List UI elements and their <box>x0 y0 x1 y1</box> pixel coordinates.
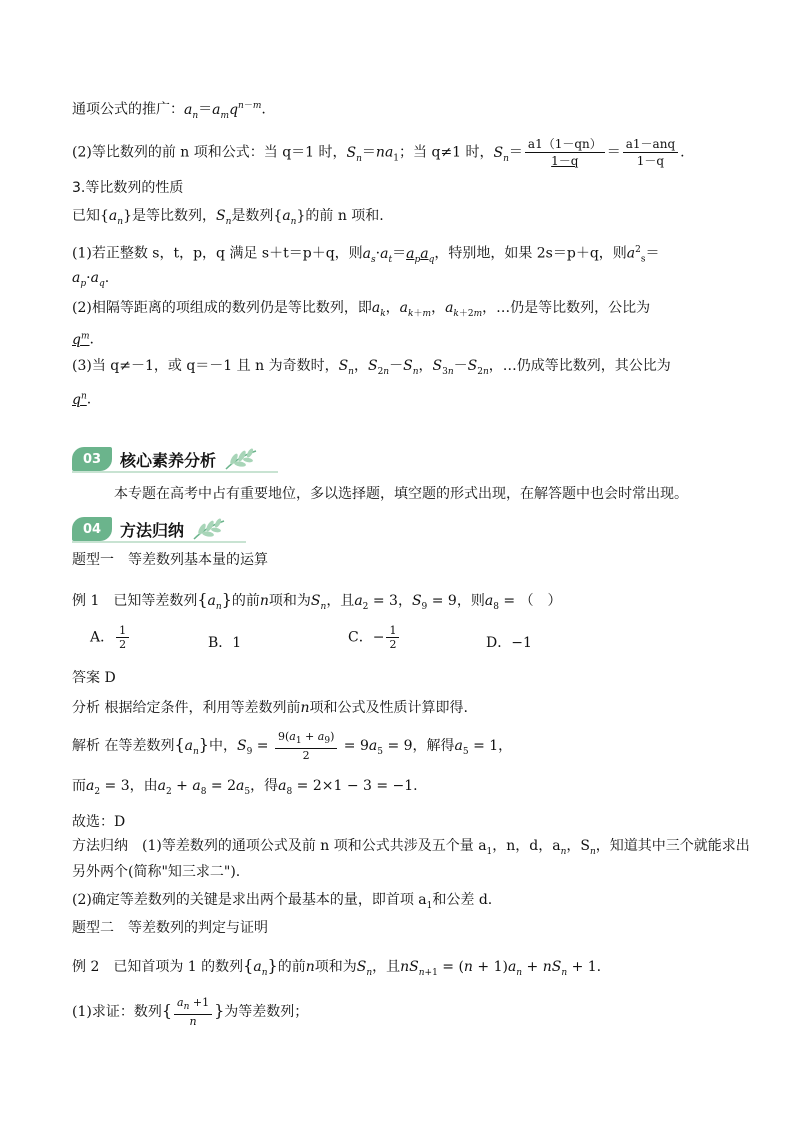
property-2: (2)相隔等距离的项组成的数列仍是等比数列，即$a_k$，$a_{k+m}$，$a_{k+2m}$，…仍是等比数列，公比为 <box>72 300 651 319</box>
example-2-q1: (1)求证：数列{ $\frac{a_n +1}{n}$ }为等差数列； <box>72 996 309 1029</box>
section-badge: 04 <box>72 517 112 541</box>
example-1: 例 1 已知等差数列$\{a_n\}$的前n项和为$S_n$，且$a_2 = 3$，$S_9 = 9$，则$a_8$ = （ ） <box>72 590 562 612</box>
solution-1: 解析 在等差数列$\{a_n\}$中，$S_9$ = $\frac{9(a_1 + a_9)}{2}$ = $9a_5 = 9$，解得$a_5 = 1$， <box>72 730 513 763</box>
example-2: 例 2 已知首项为 1 的数列$\{a_n\}$的前n项和为$S_n$，且$nS_{n+1} = (n + 1)a_n + nS_n + 1$. <box>72 956 602 978</box>
property-3: (3)当 q≠－1，或 q＝－1 且 n 为奇数时，$S_n$，$S_{2n}-S_n$，$S_{3n}-S_{2n}$，…仍成等比数列，其公比为 <box>72 358 671 377</box>
core-analysis-text: 本专题在高考中占有重要地位，多以选择题，填空题的形式出现，在解答题中也会时常出现。 <box>114 486 688 502</box>
property-2-cont: $q^m$. <box>72 331 94 348</box>
option-a: A． $\frac{1}{2}$ <box>90 624 131 651</box>
method-summary-3: (2)确定等差数列的关键是求出两个最基本的量，即首项 $a_1$和公差 d. <box>72 892 493 911</box>
section-heading-03 <box>72 446 260 472</box>
property-3-cont: $q^n$. <box>72 391 92 408</box>
option-b: B．1 <box>208 635 242 651</box>
properties-title: 3.等比数列的性质 <box>72 180 184 196</box>
heading-rule <box>72 471 278 473</box>
section-title: 方法归纳 <box>120 520 185 540</box>
properties-intro: 已知$\{a_n\}$是等比数列，$S_n$是数列$\{a_n\}$的前 n 项和. <box>72 208 384 227</box>
method-summary-1: 方法归纳 (1)等差数列的通项公式及前 n 项和公式共涉及五个量 $a_1$，n，d，$a_n$，$S_n$，知道其中三个就能求出 <box>72 838 750 857</box>
choice-1: 故选：D <box>72 814 126 830</box>
leaf-icon <box>222 447 260 471</box>
type1-title: 题型一 等差数列基本量的运算 <box>72 552 268 568</box>
leaf-icon <box>190 517 228 541</box>
option-d: D．−1 <box>486 635 532 651</box>
property-1-cont: $a_p\cdot a_q$. <box>72 270 110 289</box>
sum-fraction-2: $\frac{\text{a1－anq}}{1-q}$ <box>623 136 678 169</box>
property-1: (1)若正整数 s，t，p，q 满足 s＋t＝p＋q，则$a_s\cdot a_t=a_pa_q$，特别地，如果 2s＝p＋q，则$a^2_s=$ <box>72 245 660 265</box>
solution-1-cont: 而$a_2 = 3$，由$a_2 + a_8 = 2a_5$，得$a_8 = 2\times 1 - 3 = -1$. <box>72 778 418 797</box>
section-badge: 03 <box>72 447 112 471</box>
option-c: C．− $\frac{1}{2}$ <box>348 624 401 651</box>
sum-formula: (2)等比数列的前 n 项和公式：当 q＝1 时，$S_n=na_1$；当 q≠1 时，$S_n=$ $\frac{a1(1-qn)}{1-q}$ ＝ $\frac{\text{a1－anq}}{1-q}$ . <box>72 137 685 168</box>
type2-title: 题型二 等差数列的判定与证明 <box>72 920 268 936</box>
analysis-1: 分析 根据给定条件，利用等差数列前n项和公式及性质计算即得. <box>72 700 468 716</box>
section-title: 核心素养分析 <box>120 450 217 470</box>
sum-fraction-1: $\frac{a1(1-qn)}{1-q}$ <box>525 136 605 169</box>
method-summary-2: 另外两个(简称"知三求二"). <box>72 864 241 880</box>
section-heading-04 <box>72 516 228 542</box>
answer-1: 答案 D <box>72 670 116 686</box>
generalized-formula: 通项公式的推广：$a_n=a_mq^{n-m}$. <box>72 101 266 121</box>
heading-rule <box>72 541 246 543</box>
